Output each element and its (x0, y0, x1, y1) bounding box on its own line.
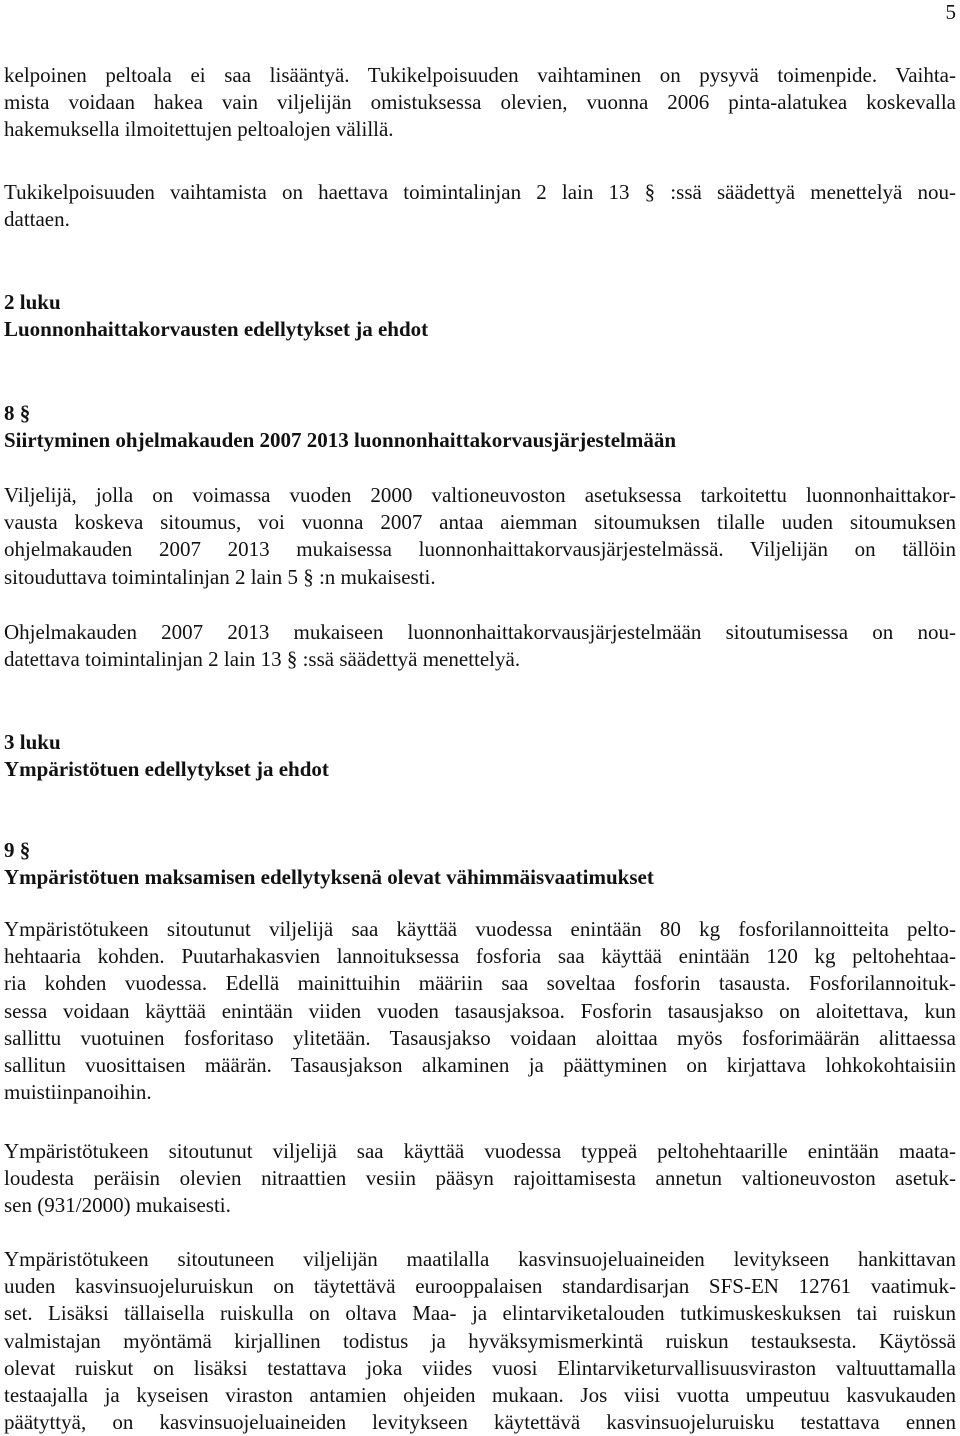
paragraph-line: loudesta peräisin olevien nitraattien vesiin pääsyn rajoittamisesta annetun valtioneuvoston asetuk- (4, 1166, 956, 1191)
paragraph-line: sallittu vuotuinen fosforitaso ylitetään. Tasausjakso voidaan aloittaa myös fosforimäärän alittaessa (4, 1025, 956, 1050)
paragraph-line: dattaen. (4, 207, 70, 232)
paragraph-2 (4, 179, 956, 233)
paragraph-line: vausta koskeva sitoumus, voi vuonna 2007 antaa aiemman sitoumuksen tilalle uuden sitoumuksen (4, 510, 956, 535)
paragraph-line: olevat ruiskut on lisäksi testattava joka viides vuosi Elintarviketurvallisuusviraston valtuuttamalla (4, 1355, 956, 1380)
paragraph-line: Ympäristötukeen sitoutunut viljelijä saa käyttää vuodessa typpeä peltohehtaarille enintään maata- (4, 1139, 956, 1163)
chapter-title: Ympäristötuen edellytykset ja ehdot (4, 757, 329, 781)
chapter-number: 2 luku (4, 290, 61, 314)
paragraph-line: Ympäristötukeen sitoutuneen viljelijän maatilalla kasvinsuojeluaineiden levitykseen hankittavan (4, 1247, 956, 1271)
paragraph-line: sitouduttava toimintalinjan 2 lain 5 § :n mukaisesti. (4, 564, 436, 589)
section-number: 9 § (4, 838, 31, 862)
paragraph-line: testaajalla ja kyseisen viraston antamien ohjeiden mukaan. Jos viisi vuotta umpeutuu kasvukauden (4, 1383, 956, 1408)
paragraph-3 (4, 482, 956, 591)
paragraph-line: valmistajan myöntämä kirjallinen todistus ja hyväksymismerkintä ruiskun testauksesta. Käytössä (4, 1328, 956, 1353)
paragraph-line: sallitun vuosittaisen määrän. Tasausjakson alkaminen ja päättyminen on kirjattava lohkokohtaisiin (4, 1053, 956, 1078)
chapter-number: 3 luku (4, 730, 61, 754)
section-title: Siirtyminen ohjelmakauden 2007 2013 luonnonhaittakorvausjärjestelmään (4, 428, 677, 452)
paragraph-line: muistiinpanoihin. (4, 1080, 152, 1105)
paragraph-line: kelpoinen peltoala ei saa lisääntyä. Tukikelpoisuuden vaihtaminen on pysyvä toimenpide. Vaihta- (4, 63, 956, 87)
paragraph-7 (4, 1246, 956, 1436)
paragraph-line: Ympäristötukeen sitoutunut viljelijä saa käyttää vuodessa enintään 80 kg fosforilannoitteita pelto- (4, 917, 956, 941)
paragraph-line: sessa voidaan käyttää enintään viiden vuoden tasausjaksoa. Fosforin tasausjakso on aloitettava, kun (4, 998, 956, 1023)
paragraph-line: päätyttyä, on kasvinsuojeluaineiden levitykseen käytettävä kasvinsuojeluruisku testattava ennen (4, 1410, 956, 1435)
paragraph-line: mista voidaan hakea vain viljelijän omistuksessa olevien, vuonna 2006 pinta-alatukea koskevalla (4, 90, 956, 115)
paragraph-line: uuden kasvinsuojeluruiskun on täytettävä eurooppalaisen standardisarjan SFS-EN 12761 vaatimuk- (4, 1274, 956, 1299)
paragraph-line: sen (931/2000) mukaisesti. (4, 1193, 231, 1218)
paragraph-line: datettava toimintalinjan 2 lain 13 § :ssä säädettyä menettelyä. (4, 647, 521, 672)
section-title: Ympäristötuen maksamisen edellytyksenä olevat vähimmäisvaatimukset (4, 865, 654, 889)
page-number: 5 (945, 0, 956, 24)
paragraph-line: Ohjelmakauden 2007 2013 mukaiseen luonnonhaittakorvausjärjestelmään sitoutumisessa on nou- (4, 620, 956, 644)
paragraph-line: hehtaaria kohden. Puutarhakasvien lannoituksessa fosforia saa käyttää enintään 120 kg peltohehtaa- (4, 944, 956, 969)
paragraph-line: ria kohden vuodessa. Edellä mainittuihin määriin saa soveltaa fosforin tasausta. Fosforilannoituk- (4, 971, 956, 996)
paragraph-6 (4, 1138, 956, 1220)
paragraph-5 (4, 916, 956, 1106)
chapter-title: Luonnonhaittakorvausten edellytykset ja ehdot (4, 317, 429, 341)
paragraph-line: Tukikelpoisuuden vaihtamista on haettava toimintalinjan 2 lain 13 § :ssä säädettyä menettelyä nou- (4, 180, 956, 204)
paragraph-line: ohjelmakauden 2007 2013 mukaisessa luonnonhaittakorvausjärjestelmässä. Viljelijän on tällöin (4, 537, 956, 562)
paragraph-line: hakemuksella ilmoitettujen peltoalojen välillä. (4, 117, 394, 142)
paragraph-line: Viljelijä, jolla on voimassa vuoden 2000 valtioneuvoston asetuksessa tarkoitettu luonnonhaittakor- (4, 483, 956, 507)
section-number: 8 § (4, 401, 31, 425)
paragraph-line: set. Lisäksi tällaisella ruiskulla on oltava Maa- ja elintarviketalouden tutkimuskeskuksen tai ruiskun (4, 1301, 956, 1326)
paragraph-4 (4, 619, 956, 673)
paragraph-1 (4, 62, 956, 144)
